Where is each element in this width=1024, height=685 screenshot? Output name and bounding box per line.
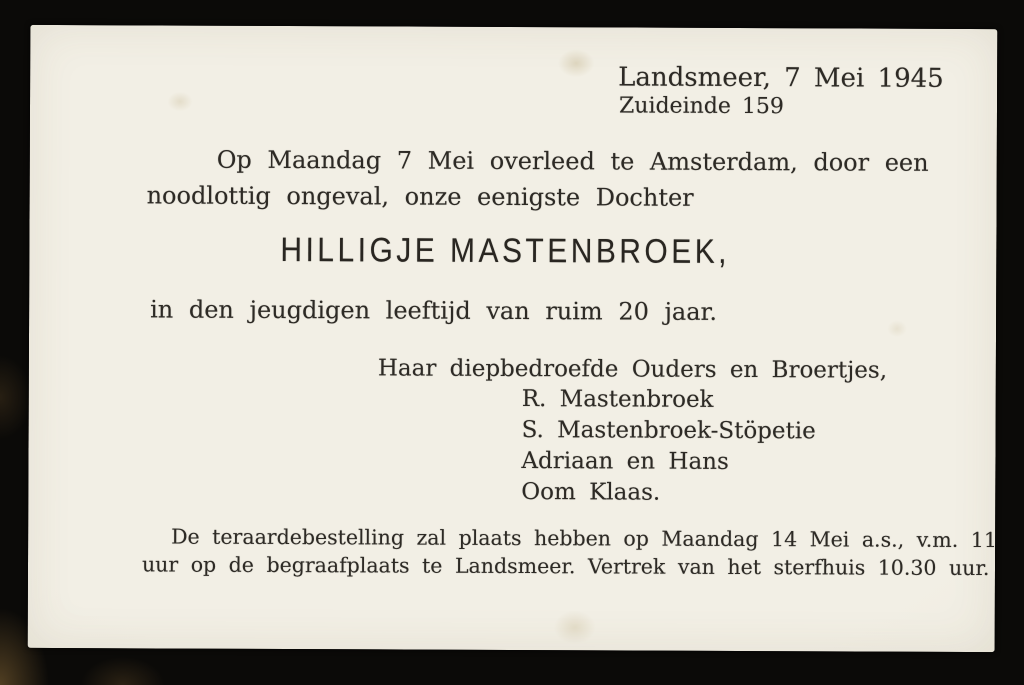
dateline-place-date: Landsmeer, 7 Mei 1945 xyxy=(618,62,944,94)
funeral-line-2: uur op de begraafplaats te Landsmeer. Vertrek van het sterfhuis 10.30 uur. xyxy=(141,552,990,581)
mourner-name: Oom Klaas. xyxy=(521,479,661,506)
mourners-name-list xyxy=(521,388,816,513)
mourners-intro: Haar diepbedroefde Ouders en Broertjes, xyxy=(377,355,888,384)
mourner-name: S. Mastenbroek-Stöpetie xyxy=(521,417,816,445)
deceased-name: HILLIGJE MASTENBROEK, xyxy=(280,230,731,271)
age-line: in den jeugdigen leeftijd van ruim 20 jaar. xyxy=(150,295,718,326)
announcement-line-1: Op Maandag 7 Mei overleed te Amsterdam, door een xyxy=(216,145,929,177)
dateline-address: Zuideinde 159 xyxy=(618,93,784,120)
mourner-name: Adriaan en Hans xyxy=(521,448,729,475)
announcement-line-2: noodlottig ongeval, onze eenigste Dochter xyxy=(146,181,694,212)
memorial-card xyxy=(28,25,998,652)
mourner-name: R. Mastenbroek xyxy=(521,386,714,413)
funeral-line-1: De teraardebestelling zal plaats hebben op Maandag 14 Mei a.s., v.m. 11 xyxy=(171,524,997,553)
